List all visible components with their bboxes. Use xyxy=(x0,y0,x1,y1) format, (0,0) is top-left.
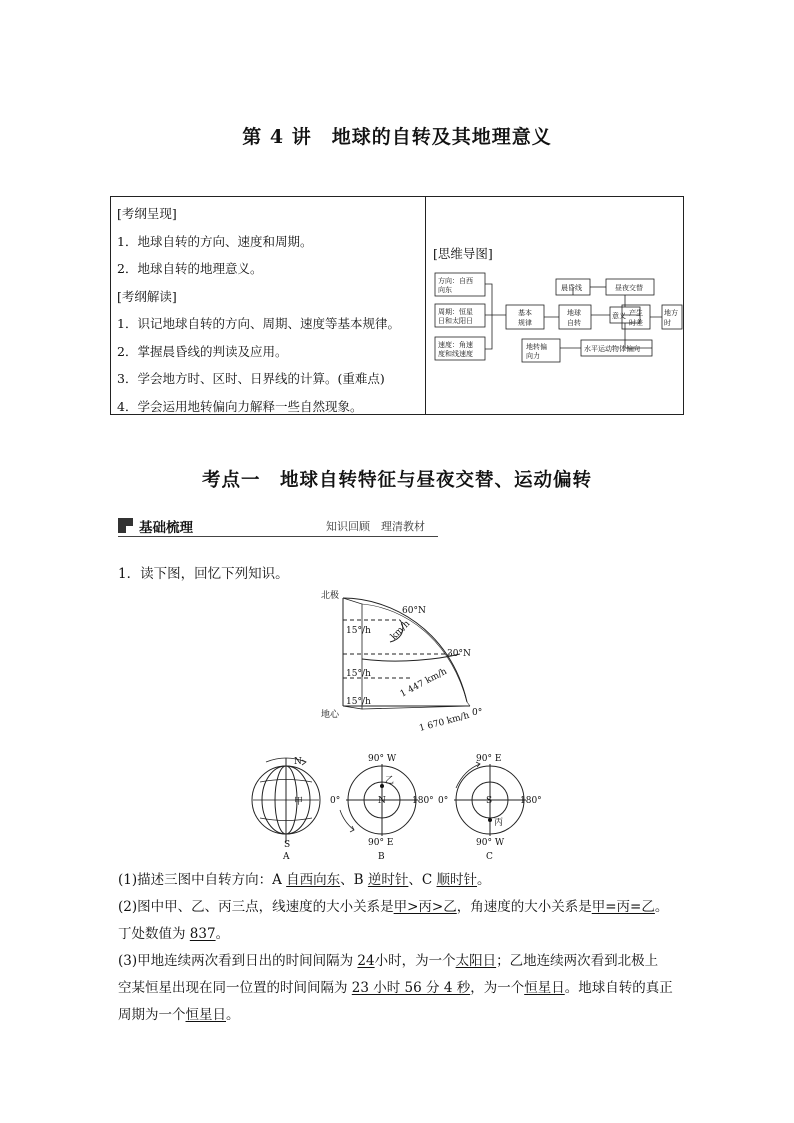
mm-terminator: 晨昏线 xyxy=(561,284,582,292)
globe-c-bottom: 90° W xyxy=(476,838,505,848)
linear-speed-0: 1 670 km/h xyxy=(418,710,471,734)
point-jia: 甲 xyxy=(294,797,304,807)
mm-basic-2: 规律 xyxy=(518,319,532,327)
answer-blank: 逆时针 xyxy=(367,872,409,888)
mm-direction-2: 向东 xyxy=(438,286,452,294)
rotation-speed-figure xyxy=(310,584,510,744)
syllabus-heading: [考纲呈现] xyxy=(117,206,177,221)
angular-speed-1: 15°/h xyxy=(346,626,371,636)
answer-blank: 自西向东 xyxy=(286,872,341,888)
section-square-notch xyxy=(126,526,133,533)
interpretation-item: 3．学会地方时、区时、日界线的计算。(重难点) xyxy=(117,371,385,386)
interpretation-item: 4．学会运用地转偏向力解释一些自然现象。 xyxy=(117,398,363,414)
section-bar-sub: 知识回顾 理清教材 xyxy=(326,520,425,533)
answer-blank: 甲>丙>乙 xyxy=(393,899,457,915)
globe-a xyxy=(252,758,320,842)
linear-speed-30: 1 447 km/h xyxy=(398,666,449,700)
mm-period-1: 周期：恒星 xyxy=(438,308,473,316)
section-bar-label: 基础梳理 xyxy=(139,520,193,536)
mm-speed-2: 度和线速度 xyxy=(438,350,473,358)
globe-b-left: 0° xyxy=(330,796,341,806)
answer-blank: 恒星日 xyxy=(185,1007,226,1023)
mind-map-cell xyxy=(426,197,683,414)
syllabus-table xyxy=(110,196,684,415)
mm-speed-1: 速度：角速 xyxy=(438,341,473,349)
mm-rotation-2: 自转 xyxy=(567,319,581,327)
question-1: 1．读下图，回忆下列知识。 xyxy=(118,566,289,582)
mm-local-time-1: 地方 xyxy=(664,309,678,317)
mm-coriolis-2: 向力 xyxy=(526,352,540,360)
section-bar xyxy=(118,514,438,540)
globe-a-south: S xyxy=(284,840,291,850)
lat-30-label: 30°N xyxy=(447,649,471,659)
answer-line-6: 周期为一个恒星日。 xyxy=(118,1007,240,1023)
globe-b-caption: B xyxy=(378,852,385,862)
answer-blank: 23 小时 56 分 4 秒 xyxy=(351,980,471,996)
rotation-direction-figure xyxy=(244,752,550,864)
syllabus-item: 1．地球自转的方向、速度和周期。 xyxy=(117,233,313,249)
answer-line-3: 丁处数值为 837。 xyxy=(118,926,230,942)
mm-local-time-2: 时 xyxy=(664,319,671,327)
globe-a-north: N xyxy=(294,757,302,767)
angular-speed-2: 15°/h xyxy=(346,669,371,679)
point-bing: 丙 xyxy=(494,818,504,828)
linear-speed-60: km/h xyxy=(389,618,413,643)
answer-line-2: (2)图中甲、乙、丙三点，线速度的大小关系是甲>丙>乙，角速度的大小关系是甲=丙=乙。 xyxy=(118,899,669,915)
mm-period-2: 日和太阳日 xyxy=(438,317,473,325)
answer-blank: 恒星日 xyxy=(524,980,565,996)
answer-line-4: (3)甲地连续两次看到日出的时间间隔为 24小时，为一个太阳日；乙地连续两次看到北极上 xyxy=(118,953,659,969)
answer-line-1: (1)描述三图中自转方向：A 自西向东、B 逆时针、C 顺时针。 xyxy=(118,872,491,888)
interpretation-heading: [考纲解读] xyxy=(117,288,177,304)
mm-time-diff-1: 产生 xyxy=(629,309,643,317)
answer-blank: 太阳日 xyxy=(455,953,497,969)
globe-c-top: 90° E xyxy=(476,754,502,764)
answer-line-5: 空某恒星出现在同一位置的时间间隔为 23 小时 56 分 4 秒，为一个恒星日。地球自转的真正 xyxy=(118,980,673,996)
north-pole-label: 北极 xyxy=(321,591,340,601)
mm-direction-1: 方向：自西 xyxy=(438,277,473,285)
globe-b-bottom: 90° E xyxy=(368,838,394,848)
angular-speed-3: 15°/h xyxy=(346,697,371,707)
section-bar-line xyxy=(118,536,438,537)
mm-time-diff-2: 时差 xyxy=(629,319,643,327)
globe-c-caption: C xyxy=(486,852,493,862)
mind-map-diagram xyxy=(426,197,683,414)
mm-day-night: 昼夜交替 xyxy=(615,284,643,292)
interpretation-item: 1．识记地球自转的方向、周期、速度等基本规律。 xyxy=(117,316,400,331)
answer-blank: 顺时针 xyxy=(436,872,478,888)
globe-b-top: 90° W xyxy=(368,754,397,764)
syllabus-text xyxy=(111,197,426,414)
point-yi: 乙 xyxy=(385,776,395,786)
globe-c-right: 180° xyxy=(520,796,542,806)
page-title: 第 4 讲 地球的自转及其地理意义 xyxy=(242,126,552,148)
mind-map-label: [思维导图] xyxy=(433,246,493,261)
globe-a-caption: A xyxy=(283,852,290,862)
syllabus-item: 2．地球自转的地理意义。 xyxy=(117,261,263,276)
earth-center-label: 地心 xyxy=(321,710,340,720)
interpretation-item: 2．掌握晨昏线的判读及应用。 xyxy=(117,343,288,359)
globe-b-center: N xyxy=(378,796,386,806)
answer-blank: 24 xyxy=(357,953,375,969)
mm-significance: 意义 xyxy=(612,312,626,320)
lat-60-label: 60°N xyxy=(402,606,426,616)
answer-blank: 甲=丙=乙 xyxy=(591,899,655,915)
mm-rotation-1: 地球 xyxy=(567,309,581,317)
mm-coriolis-1: 地转偏 xyxy=(526,343,547,351)
lat-0-label: 0° xyxy=(472,708,483,718)
globe-b-right: 180° xyxy=(412,796,434,806)
mm-deflection: 水平运动物体偏向 xyxy=(584,345,640,353)
mm-basic-1: 基本 xyxy=(518,309,532,317)
globe-c-center: S xyxy=(486,796,493,806)
answer-blank: 837 xyxy=(189,926,216,942)
globe-c-left: 0° xyxy=(438,796,449,806)
section-title: 考点一 地球自转特征与昼夜交替、运动偏转 xyxy=(201,470,592,491)
